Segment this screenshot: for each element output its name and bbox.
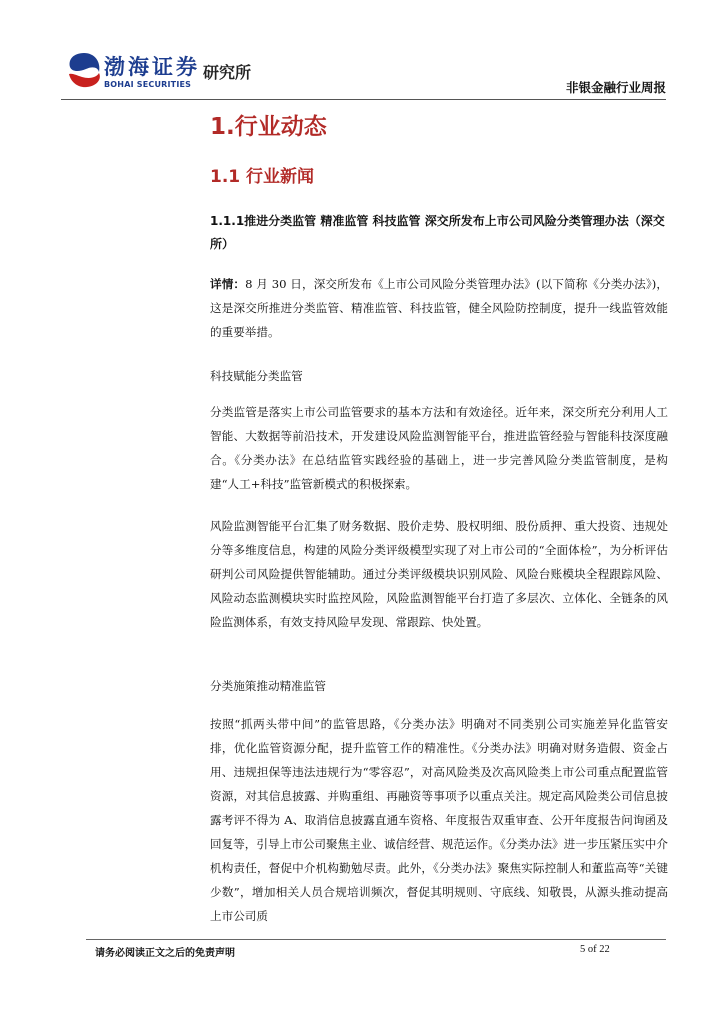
logo-chinese-name: 渤海证券 [104, 55, 200, 79]
paragraph-risk-platform: 风险监测智能平台汇集了财务数据、股价走势、股权明细、股份质押、重大投资、违规处分等多维度信息，构建的风险分类评级模型实现了对上市公司的“全面体检”，为分析评估研判公司风险提供智能辅助。通过分类评级模块识别风险、风险台账模块全程跟踪风险、风险动态监测模块实时监控风险，风险监测智能平台打造了多层次、立体化、全链条的风险监测体系，有效支持风险早发现、常跟踪、快处置。 [210, 519, 668, 629]
subheading-precision-regulation: 分类施策推动精准监管 [210, 679, 326, 693]
footer-disclaimer: 请务必阅读正文之后的免责声明 [95, 948, 235, 959]
institute-label: 研究所 [203, 63, 252, 82]
details-text: 8 月 30 日，深交所发布《上市公司风险分类管理办法》(以下简称《分类办法》)，这是深交所推进分类监管、精准监管、科技监管，健全风险防控制度，提升一线监管效能的重要举措。 [210, 277, 668, 339]
bohai-logo-icon [64, 50, 104, 90]
page-header [0, 0, 724, 102]
header-divider [61, 99, 666, 100]
report-name: 非银金融行业周报 [565, 80, 666, 95]
section-heading: 1.行业动态 [210, 114, 327, 140]
logo-english-name: BOHAI SECURITIES [104, 80, 192, 89]
details-paragraph [210, 272, 668, 344]
news-item-heading: 1.1.1推进分类监管 精准监管 科技监管 深交所发布上市公司风险分类管理办法（深交所） [210, 214, 665, 251]
paragraph-classification: 分类监管是落实上市公司监管要求的基本方法和有效途径。近年来，深交所充分利用人工智能、大数据等前沿技术，开发建设风险监测智能平台，推进监管经验与智能科技深度融合。《分类办法》在总结监管实践经验的基础上，进一步完善风险分类监管制度，是构建“人工+科技”监管新模式的积极探索。 [210, 405, 668, 491]
footer-divider [86, 939, 666, 940]
subsection-heading: 1.1 行业新闻 [210, 167, 315, 187]
details-label: 详情： [210, 277, 246, 291]
page-number: 5 of 22 [580, 944, 610, 955]
subheading-tech-empowered: 科技赋能分类监管 [210, 369, 303, 383]
paragraph-precision-regulation: 按照“抓两头带中间”的监管思路，《分类办法》明确对不同类别公司实施差异化监管安排，优化监管资源分配，提升监管工作的精准性。《分类办法》明确对财务造假、资金占用、违规担保等违法违规行为“零容忍”，对高风险类及次高风险类上市公司重点配置监管资源，对其信息披露、并购重组、再融资等事项予以重点关注。规定高风险类公司信息披露考评不得为 A、取消信息披露直通车资格、年度报告双重审查、公开年度报告问询函及回复等，引导上市公司聚焦主业、诚信经营、规范运作。《分类办法》进一步压紧压实中介机构责任，督促中介机构勤勉尽责。此外，《分类办法》聚焦实际控制人和董监高等“关键少数”，增加相关人员合规培训频次，督促其明规则、守底线、知敬畏，从源头推动提高上市公司质 [210, 717, 668, 923]
